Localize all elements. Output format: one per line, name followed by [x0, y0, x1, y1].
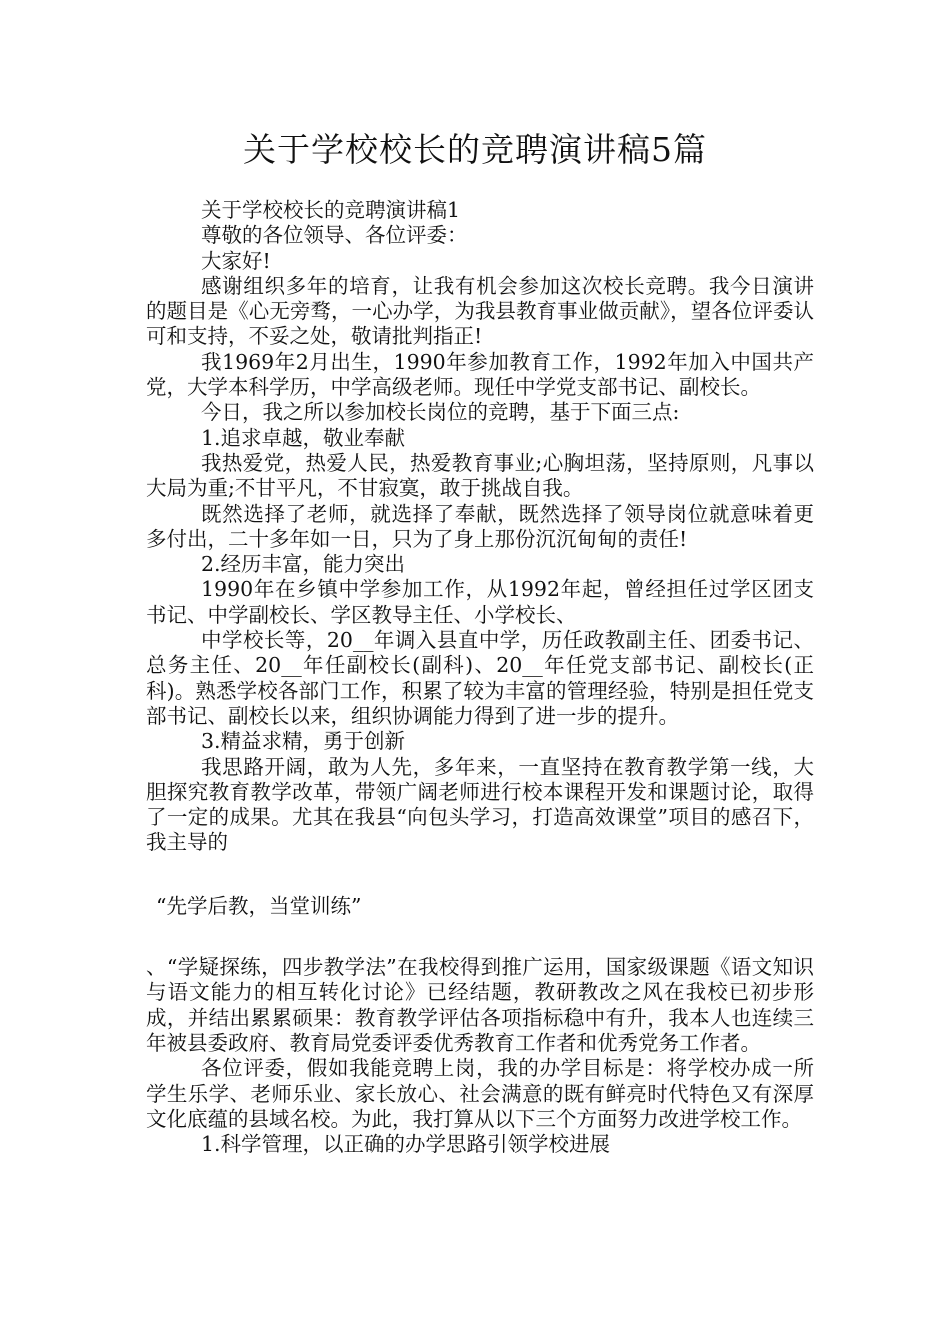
paragraph: 我思路开阔，敢为人先，多年来，一直坚持在教育教学第一线，大胆探究教育教学改革，带领广阔老师进行校本课程开发和课题讨论，取得了一定的成果。尤其在我县“向包头学习，打造高效课堂”项目的感召下，我主导的: [146, 754, 814, 855]
section-heading: 关于学校校长的竞聘演讲稿1: [201, 198, 461, 222]
quoted-phrase: “先学后教，当堂训练”: [156, 893, 362, 918]
point-heading: 2.经历丰富，能力突出: [201, 552, 406, 577]
document-body: [146, 198, 814, 1157]
point-heading: 3.精益求精，勇于创新: [201, 729, 406, 754]
document-title: 关于学校校长的竞聘演讲稿5篇: [243, 130, 707, 169]
paragraph: 既然选择了老师，就选择了奉献，既然选择了领导岗位就意味着更多付出，二十多年如一日，只为了身上那份沉沉甸甸的责任!: [146, 501, 814, 551]
paragraph: 今日，我之所以参加校长岗位的竞聘，基于下面三点:: [201, 400, 680, 425]
point-heading: 1.科学管理，以正确的办学思路引领学校进展: [201, 1132, 611, 1157]
paragraph: 各位评委，假如我能竞聘上岗，我的办学目标是：将学校办成一所学生乐学、老师乐业、家长放心、社会满意的既有鲜亮时代特色又有深厚文化底蕴的县域名校。为此，我打算从以下三个方面努力改进学校工作。: [146, 1056, 814, 1131]
paragraph: 我1969年2月出生，1990年参加教育工作，1992年加入中国共产党，大学本科学历，中学高级老师。现任中学党支部书记、副校长。: [146, 349, 814, 400]
point-heading: 1.追求卓越，敬业奉献: [201, 425, 406, 450]
paragraph: 1990年在乡镇中学参加工作，从1992年起，曾经担任过学区团支书记、中学副校长、学区教导主任、小学校长、: [146, 577, 814, 627]
salutation: 尊敬的各位领导、各位评委：: [201, 223, 468, 248]
paragraph: 感谢组织多年的培育，让我有机会参加这次校长竞聘。我今日演讲的题目是《心无旁骛，一心办学，为我县教育事业做贡献》，望各位评委认可和支持，不妥之处，敬请批判指正!: [146, 273, 814, 349]
paragraph: 中学校长等，20__年调入县直中学，历任政教副主任、团委书记、总务主任、20__年任副校长(副科)、20__年任党支部书记、副校长(正科)。熟悉学校各部门工作，积累了较为丰富的管理经验，特别是担任党支部书记、副校长以来，组织协调能力得到了进一步的提升。: [146, 628, 814, 728]
paragraph: 、“学疑探练，四步教学法”在我校得到推广运用，国家级课题《语文知识与语文能力的相互转化讨论》已经结题，教研教改之风在我校已初步形成，并结出累累硕果：教育教学评估各项指标稳中有升，我本人也连续三年被县委政府、教育局党委评委优秀教育工作者和优秀党务工作者。: [146, 955, 814, 1055]
paragraph: 我热爱党，热爱人民，热爱教育事业;心胸坦荡，坚持原则，凡事以大局为重;不甘平凡，不甘寂寞，敢于挑战自我。: [146, 450, 814, 501]
greeting: 大家好!: [201, 248, 271, 273]
